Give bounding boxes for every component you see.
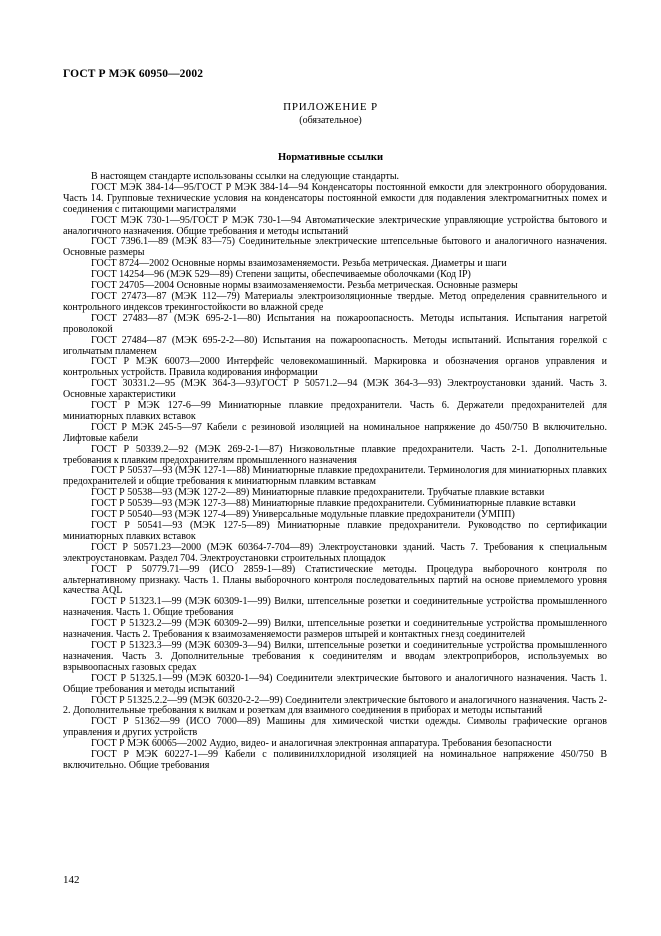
reference-paragraph: ГОСТ Р 50339.2—92 (МЭК 269-2-1—87) Низковольтные плавкие предохранители. Часть 2-1. Дополнительные требования к плавким предохранителям промышленного назначения (63, 443, 607, 466)
reference-paragraph: ГОСТ МЭК 730-1—95/ГОСТ Р МЭК 730-1—94 Автоматические электрические управляющие устройства бытового и аналогичного назначения. Общие требования и методы испытаний (63, 214, 607, 237)
reference-paragraph: ГОСТ Р 50538—93 (МЭК 127-2—89) Миниатюрные плавкие предохранители. Трубчатые плавкие вставки (91, 487, 545, 499)
annex-title: ПРИЛОЖЕНИЕ Р (283, 101, 378, 113)
reference-paragraph: ГОСТ 30331.2—95 (МЭК 364-3—93)/ГОСТ Р 50571.2—94 (МЭК 364-3—93) Электроустановки зданий. Часть 3. Основные характеристики (63, 378, 607, 401)
reference-paragraph: ГОСТ Р 51323.2—99 (МЭК 60309-2—99) Вилки, штепсельные розетки и соединительные устройства промышленного назначения. Часть 2. Требования к взаимозаменяемости размеров штырей и контактных гнезд соединителей (63, 618, 607, 641)
running-header: ГОСТ Р МЭК 60950—2002 (63, 68, 204, 80)
reference-paragraph: ГОСТ 14254—96 (МЭК 529—89) Степени защиты, обеспечиваемые оболочками (Код IP) (91, 269, 471, 281)
reference-paragraph: ГОСТ Р МЭК 245-5—97 Кабели с резиновой изоляцией на номинальное напряжение до 450/750 В включительно. Лифтовые кабели (63, 421, 607, 444)
reference-paragraph: ГОСТ Р МЭК 60073—2000 Интерфейс человекомашинный. Маркировка и обозначения органов управления и контрольных устройств. Правила кодирования информации (63, 356, 607, 379)
reference-paragraph: ГОСТ Р 51325.2.2—99 (МЭК 60320-2-2—99) Соединители электрические бытового и аналогичного назначения. Часть 2-2. Дополнительные требования к вилкам и розеткам для взаимного соединения в приборах и методы испытаний (63, 694, 607, 717)
reference-paragraph: ГОСТ Р 50779.71—99 (ИСО 2859-1—89) Статистические методы. Процедура выборочного контроля по альтернативному признаку. Часть 1. Планы выборочного контроля последовательных партий на основе приемлемого уровня качества AQL (63, 563, 607, 597)
section-title: Нормативные ссылки (277, 152, 384, 163)
reference-paragraph: ГОСТ Р 50571.23—2000 (МЭК 60364-7-704—89) Электроустановки зданий. Часть 7. Требования к специальным электроустановкам. Раздел 704. Электроустановки строительных площадок (63, 541, 607, 564)
reference-paragraph: ГОСТ Р 50541—93 (МЭК 127-5—89) Миниатюрные плавкие предохранители. Руководство по сертификации миниатюрных плавких вставок (63, 520, 607, 542)
reference-paragraph: ГОСТ Р 51362—99 (ИСО 7000—89) Машины для химической чистки одежды. Символы графические органов управления и других устройств (63, 716, 607, 739)
reference-paragraph: ГОСТ МЭК 384-14—95/ГОСТ Р МЭК 384-14—94 Конденсаторы постоянной емкости для электронного оборудования. Часть 14. Групповые технические условия на конденсаторы постоянной емкости для подавления электромагнитных помех и соединения с питающими магистралями (63, 181, 607, 215)
page-number: 142 (63, 874, 80, 886)
reference-paragraph: В настоящем стандарте использованы ссылки на следующие стандарты. (91, 171, 400, 182)
reference-paragraph: ГОСТ Р 51325.1—99 (МЭК 60320-1—94) Соединители электрические бытового и аналогичного назначения. Часть 1. Общие требования и методы испытаний (63, 672, 607, 695)
reference-paragraph: ГОСТ 27483—87 (МЭК 695-2-1—80) Испытания на пожароопасность. Методы испытания. Испытания нагретой проволокой (63, 312, 607, 335)
reference-paragraph: ГОСТ Р 51323.1—99 (МЭК 60309-1—99) Вилки, штепсельные розетки и соединительные устройства промышленного назначения. Часть 1. Общие требования (63, 596, 607, 619)
reference-paragraph: ГОСТ 27484—87 (МЭК 695-2-2—80) Испытания на пожароопасность. Методы испытаний. Испытания горелкой с игольчатым пламенем (63, 334, 607, 357)
reference-paragraph: ГОСТ 8724—2002 Основные нормы взаимозаменяемости. Резьба метрическая. Диаметры и шаги (91, 258, 507, 270)
reference-paragraph: ГОСТ Р МЭК 60065—2002 Аудио, видео- и аналогичная электронная аппаратура. Требования безопасности (91, 738, 552, 750)
reference-paragraph: ГОСТ Р 50537—93 (МЭК 127-1—88) Миниатюрные плавкие предохранители. Терминология для миниатюрных плавких предохранителей и общие требования к миниатюрным плавким вставкам (63, 465, 607, 488)
reference-paragraph: ГОСТ Р МЭК 127-6—99 Миниатюрные плавкие предохранители. Часть 6. Держатели предохранителей для миниатюрных плавких вставок (63, 400, 607, 422)
reference-paragraph: ГОСТ 7396.1—89 (МЭК 83—75) Соединительные электрические штепсельные бытового и аналогичного назначения. Основные размеры (63, 236, 607, 259)
reference-paragraph: ГОСТ Р МЭК 60227-1—99 Кабели с поливинилхлоридной изоляцией на номинальное напряжение 450/750 В включительно. Общие требования (63, 749, 607, 771)
reference-paragraph: ГОСТ 24705—2004 Основные нормы взаимозаменяемости. Резьба метрическая. Основные размеры (91, 280, 518, 292)
reference-paragraph: ГОСТ Р 50540—93 (МЭК 127-4—89) Универсальные модульные плавкие предохранители (УМПП) (91, 509, 515, 521)
reference-paragraph: ГОСТ 27473—87 (МЭК 112—79) Материалы электроизоляционные твердые. Метод определения сравнительного и контрольного индексов трекингостойкости во влажной среде (63, 290, 607, 313)
reference-paragraph: ГОСТ Р 50539—93 (МЭК 127-3—88) Миниатюрные плавкие предохранители. Субминиатюрные плавкие вставки (91, 498, 576, 510)
annex-subtitle: (обязательное) (299, 115, 362, 126)
references-list (63, 172, 607, 772)
reference-paragraph: ГОСТ Р 51323.3—99 (МЭК 60309-3—94) Вилки, штепсельные розетки и соединительные устройства промышленного назначения. Часть 3. Дополнительные требования к соединителям и вводам электроприборов, используемых во взрывоопасных газовых средах (63, 639, 607, 673)
